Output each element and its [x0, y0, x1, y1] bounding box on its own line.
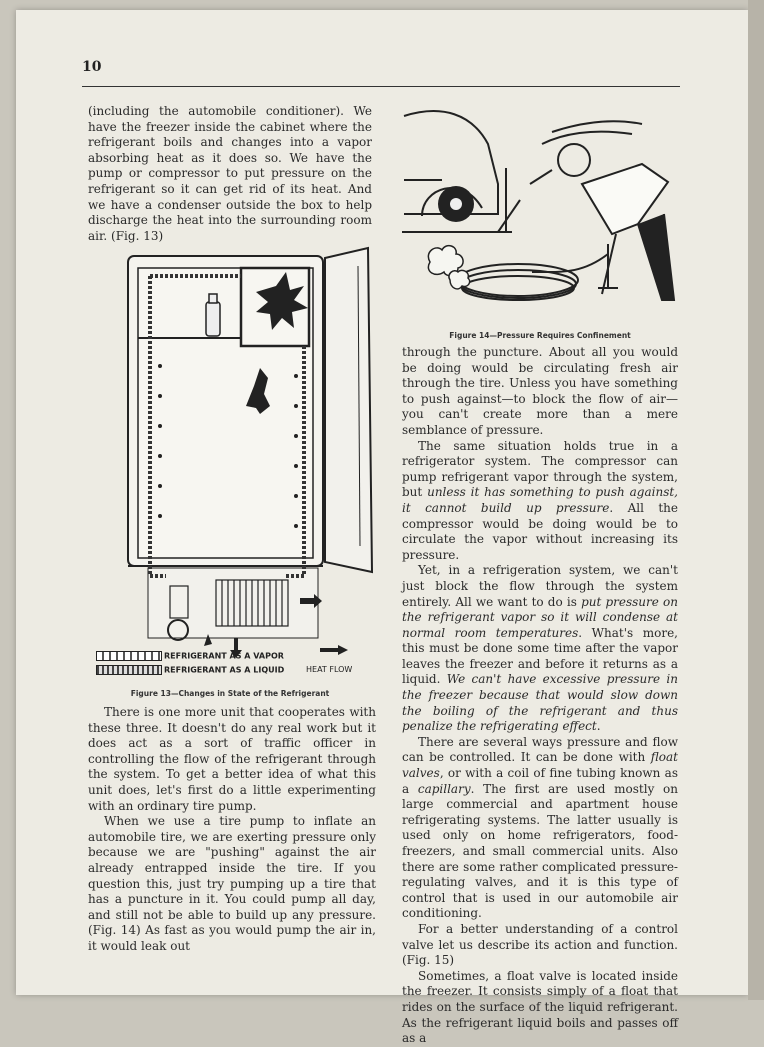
- italic-run: put pressure on the refrigerant vapor so it will condense at normal room temperatures: [402, 594, 679, 640]
- header-rule: [82, 86, 680, 87]
- paragraph: When we use a tire pump to inflate an automobile tire, we are exerting pressure only because we are "pushing" against the air already entrapped inside the tire. If you question this, just try pumping up a tire that has a puncture in it. You could pump all day, and still not be able to build up any pressure. (Fig. 14) As fast as you would pump the air in, it would leak out: [88, 814, 376, 953]
- page-number: 10: [82, 59, 102, 75]
- book-spine: [748, 0, 764, 1000]
- figure-14-tire-pump-cartoon: [402, 104, 682, 326]
- legend-vapor-label: REFRIGERANT AS A VAPOR: [164, 651, 284, 661]
- paragraph: There is one more unit that cooperates with these three. It doesn't do any real work but it does act as a sort of traffic officer in controlling the flow of the refrigerant through the system. To get a better idea of what this unit does, let's first do a little experimenting with an ordinary tire pump.: [88, 705, 376, 813]
- text-run: .: [596, 719, 601, 734]
- text-column-right: [402, 345, 678, 1047]
- paragraph: [402, 563, 678, 735]
- liquid-swatch: [96, 665, 162, 675]
- paragraph: (including the automobile conditioner). We have the freezer inside the cabinet where the refrigerant boils and changes into a vapor absorbing heat as it does so. We have the pump or compressor to put pressure on the refrigerant so it can get rid of its heat. And we have a condenser outside the box to help discharge the heat into the surrounding room air. (Fig. 13): [88, 104, 372, 243]
- legend-heat-label: HEAT FLOW: [306, 665, 353, 674]
- italic-run: float valves: [402, 750, 678, 781]
- paragraph: through the puncture. About all you would be doing would be circulating fresh air through the tire. Unless you have something to push against—to block the flow of air—you can't create more than a mere semblance of pressure.: [402, 345, 678, 437]
- italic-run: unless it has something to push against, it cannot build up pressure: [402, 485, 678, 515]
- italic-run: capillary: [417, 781, 471, 796]
- legend-liquid: [96, 665, 284, 675]
- text-run: . All the compressor would be doing would be to circulate the vapor without increasing its pressure.: [402, 500, 678, 562]
- legend-liquid-label: REFRIGERANT AS A LIQUID: [164, 665, 285, 675]
- text-run: , or with a coil of fine tubing known as a: [402, 766, 678, 796]
- legend-vapor: [96, 651, 284, 661]
- figure-13-caption: Figure 13—Changes in State of the Refrigerant: [130, 689, 330, 698]
- paragraph: [402, 735, 678, 922]
- paragraph: [402, 439, 678, 564]
- figure-14-caption: Figure 14—Pressure Requires Confinement: [449, 331, 631, 340]
- text-run: . What's more, this must be done some time after the vapor leaves the freezer and before it returns as a liquid.: [402, 625, 678, 687]
- text-run: There are several ways pressure and flow can be controlled. It can be done with: [402, 734, 678, 765]
- italic-run: We can't have excessive pressure in the freezer because that would slow down the boiling of the refrigerant and thus penalize the refrigerating effect: [402, 672, 679, 734]
- heat-flow-arrow-icon: [320, 645, 348, 655]
- text-run: Yet, in a refrigeration system, we can't just block the flow through the system entirely. All we want to do is: [402, 563, 678, 609]
- paragraph: For a better understanding of a control valve let us describe its action and function. (Fig. 15): [402, 921, 678, 968]
- legend-heat-flow: [306, 665, 352, 674]
- text-column-left-top: [88, 104, 372, 244]
- text-run: . The first are used mostly on large commercial and apartment house refrigerating systems. The latter usually is used only on home refrigerators, food-freezers, and small commercial units. Also there are some rather complicated pressure-regulating valves, and it is this type of control that is used in our automobile air conditioning.: [402, 781, 678, 921]
- text-column-left-bottom: [88, 705, 376, 955]
- figure-13-refrigerator-diagram: [96, 246, 376, 666]
- paragraph: Sometimes, a float valve is located inside the freezer. It consists simply of a float that rides on the surface of the liquid refrigerant. As the refrigerant liquid boils and passes off as a: [402, 968, 678, 1046]
- vapor-swatch: [96, 651, 162, 661]
- text-run: The same situation holds true in a refrigerator system. The compressor can pump refrigerant vapor through the system, but: [402, 438, 678, 500]
